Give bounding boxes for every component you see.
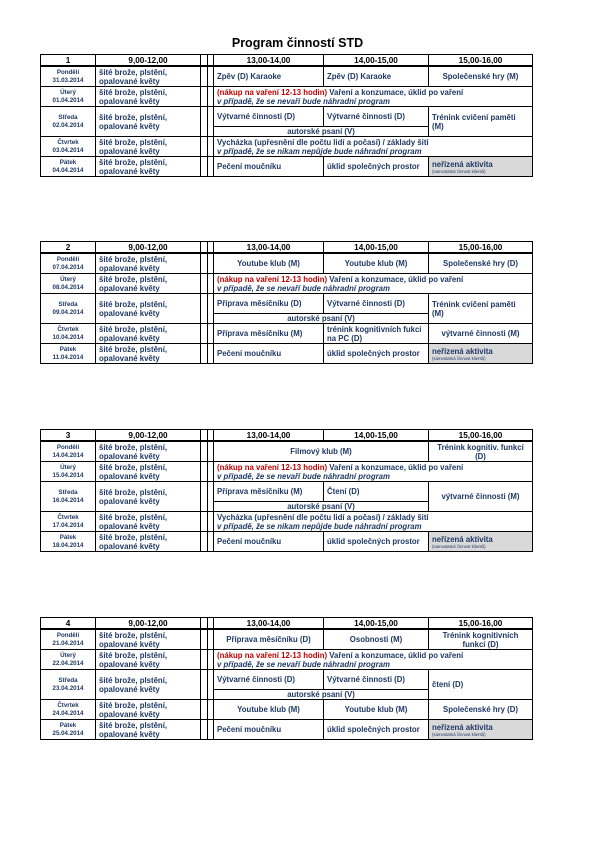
activity-15: Společenské hry (M) bbox=[429, 66, 533, 87]
activity-14: Zpěv (D) Karaoke bbox=[324, 66, 429, 87]
day-cell bbox=[41, 344, 96, 364]
day-cell bbox=[41, 107, 96, 137]
header-13-14: 13,00-14,00 bbox=[214, 618, 324, 630]
cooking-text: Vaření a konzumace, úklid po vaření bbox=[329, 462, 464, 472]
spacer-cell bbox=[201, 720, 208, 740]
morning-activity: šité brože, plstění, opalované květy bbox=[96, 441, 201, 462]
activity-14: Youtube klub (M) bbox=[324, 700, 429, 720]
spacer-cell bbox=[201, 618, 208, 630]
spacer-cell bbox=[201, 482, 208, 512]
row-thursday bbox=[41, 137, 533, 157]
week-number: 3 bbox=[41, 430, 96, 442]
morning-activity: šité brože, plstění, opalované květy bbox=[96, 66, 201, 87]
row-tuesday bbox=[41, 274, 533, 294]
header-morning: 9,00-12,00 bbox=[96, 242, 201, 254]
day-name: Čtvrtek bbox=[57, 513, 79, 521]
morning-activity: šité brože, plstění, opalované květy bbox=[96, 629, 201, 650]
morning-activity: šité brože, plstění, opalované květy bbox=[96, 482, 201, 512]
activity-13: Youtube klub (M) bbox=[214, 253, 324, 274]
cooking-activity bbox=[214, 274, 533, 294]
week-table-3 bbox=[40, 429, 533, 552]
row-thursday bbox=[41, 324, 533, 344]
activity-13: Pečení moučníku bbox=[214, 532, 324, 552]
header-15-16: 15,00-16,00 bbox=[429, 430, 533, 442]
spacer-cell bbox=[201, 274, 208, 294]
spacer-cell bbox=[201, 670, 208, 700]
free-activity bbox=[429, 720, 533, 740]
free-activity-label: neřízená aktivita bbox=[432, 534, 493, 544]
activity-15: výtvarné činnosti (M) bbox=[429, 482, 533, 512]
day-date: 16.04.2014 bbox=[52, 496, 84, 504]
activity-15: Společenské hry (D) bbox=[429, 700, 533, 720]
row-tuesday bbox=[41, 87, 533, 107]
header-15-16: 15,00-16,00 bbox=[429, 618, 533, 630]
row-friday bbox=[41, 532, 533, 552]
morning-activity: šité brože, plstění, opalované květy bbox=[96, 107, 201, 137]
morning-activity: šité brože, plstění, opalované květy bbox=[96, 294, 201, 324]
day-date: 31.03.2014 bbox=[52, 76, 84, 84]
header-morning: 9,00-12,00 bbox=[96, 55, 201, 67]
activity-14: Výtvarné činnosti (D) bbox=[324, 670, 429, 690]
row-friday bbox=[41, 720, 533, 740]
activity-14: Výtvarné činnosti (D) bbox=[324, 107, 429, 127]
day-cell bbox=[41, 441, 96, 462]
day-name: Pátek bbox=[59, 345, 77, 353]
header-15-16: 15,00-16,00 bbox=[429, 55, 533, 67]
spacer-cell bbox=[201, 532, 208, 552]
day-name: Čtvrtek bbox=[57, 325, 79, 333]
free-activity-label: neřízená aktivita bbox=[432, 346, 493, 356]
header-morning: 9,00-12,00 bbox=[96, 618, 201, 630]
page-title: Program činností STD bbox=[231, 36, 364, 50]
day-name: Středa bbox=[58, 300, 78, 308]
week-table-1 bbox=[40, 54, 533, 177]
activity-14: úklid společných prostor bbox=[324, 720, 429, 740]
week-header-row bbox=[41, 430, 533, 442]
cooking-text: Vaření a konzumace, úklid po vaření bbox=[329, 87, 464, 97]
activity-15: výtvarné činnosti (M) bbox=[429, 324, 533, 344]
free-activity-note: (samostatná činnost klientů) bbox=[432, 168, 486, 174]
day-cell bbox=[41, 87, 96, 107]
day-name: Čtvrtek bbox=[57, 138, 79, 146]
substitute-note: v případě, že se nikam nepůjde bude náhradní program bbox=[217, 521, 422, 531]
day-date: 17.04.2014 bbox=[52, 521, 84, 529]
header-14-15: 14,00-15,00 bbox=[324, 242, 429, 254]
activity-13: Pečení moučníku bbox=[214, 157, 324, 177]
activity-13: Zpěv (D) Karaoke bbox=[214, 66, 324, 87]
walk-text: Vycházka (upřesnění dle počtu lidí a počasí) / základy šití bbox=[217, 512, 429, 522]
day-date: 18.04.2014 bbox=[52, 541, 84, 549]
walk-text: Vycházka (upřesnění dle počtu lidí a počasí) / základy šití bbox=[217, 137, 429, 147]
spacer-cell bbox=[201, 55, 208, 67]
row-monday bbox=[41, 629, 533, 650]
cooking-activity bbox=[214, 650, 533, 670]
row-friday bbox=[41, 157, 533, 177]
spacer-cell bbox=[201, 462, 208, 482]
activity-13: Výtvarné činnosti (D) bbox=[214, 670, 324, 690]
day-cell bbox=[41, 66, 96, 87]
day-date: 15.04.2014 bbox=[52, 471, 84, 479]
activity-13: Youtube klub (M) bbox=[214, 700, 324, 720]
activity-14: úklid společných prostor bbox=[324, 532, 429, 552]
day-date: 04.04.2014 bbox=[52, 166, 84, 174]
morning-activity: šité brože, plstění, opalované květy bbox=[96, 344, 201, 364]
day-date: 08.04.2014 bbox=[52, 283, 84, 291]
morning-activity: šité brože, plstění, opalované květy bbox=[96, 650, 201, 670]
row-monday bbox=[41, 66, 533, 87]
morning-activity: šité brože, plstění, opalované květy bbox=[96, 274, 201, 294]
day-cell bbox=[41, 253, 96, 274]
author-writing: autorské psaní (V) bbox=[214, 314, 429, 324]
shopping-note: (nákup na vaření 12-13 hodin) bbox=[217, 650, 328, 660]
week-number: 4 bbox=[41, 618, 96, 630]
spacer-cell bbox=[201, 700, 208, 720]
activity-15: čtení (D) bbox=[429, 670, 533, 700]
activity-14: Výtvarné činnosti (D) bbox=[324, 294, 429, 314]
free-activity bbox=[429, 344, 533, 364]
day-name: Úterý bbox=[60, 651, 76, 659]
day-name: Středa bbox=[58, 488, 78, 496]
day-date: 14.04.2014 bbox=[52, 451, 84, 459]
day-date: 07.04.2014 bbox=[52, 263, 84, 271]
activity-13-15: Filmový klub (M) bbox=[214, 441, 429, 462]
row-thursday bbox=[41, 512, 533, 532]
shopping-note: (nákup na vaření 12-13 hodin) bbox=[217, 87, 328, 97]
day-cell bbox=[41, 700, 96, 720]
row-thursday bbox=[41, 700, 533, 720]
substitute-note: v případě, že se nikam nepůjde bude náhradní program bbox=[217, 146, 422, 156]
header-13-14: 13,00-14,00 bbox=[214, 430, 324, 442]
cooking-text: Vaření a konzumace, úklid po vaření bbox=[329, 650, 464, 660]
morning-activity: šité brože, plstění, opalované květy bbox=[96, 324, 201, 344]
row-monday bbox=[41, 253, 533, 274]
morning-activity: šité brože, plstění, opalované květy bbox=[96, 87, 201, 107]
spacer-cell bbox=[201, 629, 208, 650]
spacer-cell bbox=[201, 137, 208, 157]
substitute-note: v případě, že se nevaří bude náhradní program bbox=[217, 471, 390, 481]
spacer-cell bbox=[201, 87, 208, 107]
row-wednesday bbox=[41, 107, 533, 127]
activity-14: trénink kognitivních fukcí na PC (D) bbox=[324, 324, 429, 344]
spacer-cell bbox=[201, 157, 208, 177]
week-header-row bbox=[41, 242, 533, 254]
day-name: Pondělí bbox=[56, 255, 80, 263]
morning-activity: šité brože, plstění, opalované květy bbox=[96, 532, 201, 552]
day-cell bbox=[41, 157, 96, 177]
cooking-activity bbox=[214, 462, 533, 482]
day-name: Úterý bbox=[60, 275, 76, 283]
day-date: 11.04.2014 bbox=[52, 353, 84, 361]
free-activity-note: (samostatná činnost klientů) bbox=[432, 731, 486, 737]
row-tuesday bbox=[41, 650, 533, 670]
activity-14: Čtení (D) bbox=[324, 482, 429, 502]
day-date: 09.04.2014 bbox=[52, 308, 84, 316]
week-table-2 bbox=[40, 241, 533, 364]
free-activity bbox=[429, 157, 533, 177]
free-activity-label: neřízená aktivita bbox=[432, 722, 493, 732]
spacer-cell bbox=[201, 324, 208, 344]
day-date: 10.04.2014 bbox=[52, 333, 84, 341]
morning-activity: šité brože, plstění, opalované květy bbox=[96, 700, 201, 720]
activity-13: Pečení moučníku bbox=[214, 344, 324, 364]
day-name: Středa bbox=[58, 676, 78, 684]
day-cell bbox=[41, 294, 96, 324]
author-writing: autorské psaní (V) bbox=[214, 127, 429, 137]
header-14-15: 14,00-15,00 bbox=[324, 55, 429, 67]
substitute-note: v případě, že se nevaří bude náhradní program bbox=[217, 283, 390, 293]
header-13-14: 13,00-14,00 bbox=[214, 55, 324, 67]
day-name: Středa bbox=[58, 113, 78, 121]
day-name: Pondělí bbox=[56, 68, 80, 76]
day-name: Pátek bbox=[59, 721, 77, 729]
activity-14: úklid společných prostor bbox=[324, 344, 429, 364]
header-15-16: 15,00-16,00 bbox=[429, 242, 533, 254]
day-name: Úterý bbox=[60, 88, 76, 96]
morning-activity: šité brože, plstění, opalované květy bbox=[96, 512, 201, 532]
free-activity bbox=[429, 532, 533, 552]
substitute-note: v případě, že se nevaří bude náhradní program bbox=[217, 96, 390, 106]
row-wednesday bbox=[41, 294, 533, 314]
day-cell bbox=[41, 650, 96, 670]
day-name: Pátek bbox=[59, 533, 77, 541]
morning-activity: šité brože, plstění, opalované květy bbox=[96, 720, 201, 740]
free-activity-label: neřízená aktivita bbox=[432, 159, 493, 169]
day-cell bbox=[41, 512, 96, 532]
morning-activity: šité brože, plstění, opalované květy bbox=[96, 157, 201, 177]
cooking-text: Vaření a konzumace, úklid po vaření bbox=[329, 274, 464, 284]
spacer-cell bbox=[201, 253, 208, 274]
week-table-4 bbox=[40, 617, 533, 740]
week-number: 2 bbox=[41, 242, 96, 254]
day-name: Pátek bbox=[59, 158, 77, 166]
morning-activity: šité brože, plstění, opalované květy bbox=[96, 670, 201, 700]
activity-13: Příprava měsíčníku (M) bbox=[214, 324, 324, 344]
day-cell bbox=[41, 324, 96, 344]
day-cell bbox=[41, 532, 96, 552]
day-date: 02.04.2014 bbox=[52, 121, 84, 129]
shopping-note: (nákup na vaření 12-13 hodin) bbox=[217, 274, 328, 284]
day-cell bbox=[41, 720, 96, 740]
activity-15: Trénink cvičení paměti (M) bbox=[429, 107, 533, 137]
activity-13: Příprava měsíčníku (M) bbox=[214, 482, 324, 502]
day-cell bbox=[41, 629, 96, 650]
activity-15: Trénink kognitiv. funkcí (D) bbox=[429, 441, 533, 462]
activity-15: Trénink kognitivních funkcí (D) bbox=[429, 629, 533, 650]
free-activity-note: (samostatná činnost klientů) bbox=[432, 543, 486, 549]
morning-activity: šité brože, plstění, opalované květy bbox=[96, 253, 201, 274]
spacer-cell bbox=[201, 242, 208, 254]
spacer-cell bbox=[201, 294, 208, 324]
row-tuesday bbox=[41, 462, 533, 482]
day-name: Pondělí bbox=[56, 443, 80, 451]
day-date: 01.04.2014 bbox=[52, 96, 84, 104]
spacer-cell bbox=[201, 66, 208, 87]
day-name: Úterý bbox=[60, 463, 76, 471]
activity-14: Osobnosti (M) bbox=[324, 629, 429, 650]
author-writing: autorské psaní (V) bbox=[214, 690, 429, 700]
activity-13: Pečení moučníku bbox=[214, 720, 324, 740]
day-cell bbox=[41, 462, 96, 482]
row-friday bbox=[41, 344, 533, 364]
activity-15: Trénink cvičení paměti (M) bbox=[429, 294, 533, 324]
spacer-cell bbox=[201, 430, 208, 442]
spacer-cell bbox=[201, 650, 208, 670]
day-date: 24.04.2014 bbox=[52, 709, 84, 717]
morning-activity: šité brože, plstění, opalované květy bbox=[96, 462, 201, 482]
day-name: Pondělí bbox=[56, 631, 80, 639]
day-date: 03.04.2014 bbox=[52, 146, 84, 154]
day-date: 21.04.2014 bbox=[52, 639, 84, 647]
activity-13: Příprava měsíčníku (D) bbox=[214, 294, 324, 314]
week-number: 1 bbox=[41, 55, 96, 67]
activity-14: úklid společných prostor bbox=[324, 157, 429, 177]
day-cell bbox=[41, 482, 96, 512]
walk-activity bbox=[214, 137, 533, 157]
cooking-activity bbox=[214, 87, 533, 107]
spacer-cell bbox=[201, 441, 208, 462]
spacer-cell bbox=[201, 512, 208, 532]
day-cell bbox=[41, 137, 96, 157]
row-wednesday bbox=[41, 482, 533, 502]
shopping-note: (nákup na vaření 12-13 hodin) bbox=[217, 462, 328, 472]
day-name: Čtvrtek bbox=[57, 701, 79, 709]
morning-activity: šité brože, plstění, opalované květy bbox=[96, 137, 201, 157]
day-cell bbox=[41, 670, 96, 700]
author-writing: autorské psaní (V) bbox=[214, 502, 429, 512]
free-activity-note: (samostatná činnost klientů) bbox=[432, 355, 486, 361]
activity-14: Youtube klub (M) bbox=[324, 253, 429, 274]
header-14-15: 14,00-15,00 bbox=[324, 618, 429, 630]
header-14-15: 14,00-15,00 bbox=[324, 430, 429, 442]
day-date: 23.04.2014 bbox=[52, 684, 84, 692]
day-cell bbox=[41, 274, 96, 294]
day-date: 22.04.2014 bbox=[52, 659, 84, 667]
activity-13: Výtvarné činnosti (D) bbox=[214, 107, 324, 127]
header-morning: 9,00-12,00 bbox=[96, 430, 201, 442]
week-header-row bbox=[41, 55, 533, 67]
spacer-cell bbox=[201, 107, 208, 137]
substitute-note: v případě, že se nevaří bude náhradní program bbox=[217, 659, 390, 669]
header-13-14: 13,00-14,00 bbox=[214, 242, 324, 254]
activity-15: Společenské hry (D) bbox=[429, 253, 533, 274]
walk-activity bbox=[214, 512, 533, 532]
week-header-row bbox=[41, 618, 533, 630]
day-date: 25.04.2014 bbox=[52, 729, 84, 737]
activity-13: Příprava měsíčníku (D) bbox=[214, 629, 324, 650]
spacer-cell bbox=[201, 344, 208, 364]
row-wednesday bbox=[41, 670, 533, 690]
row-monday bbox=[41, 441, 533, 462]
